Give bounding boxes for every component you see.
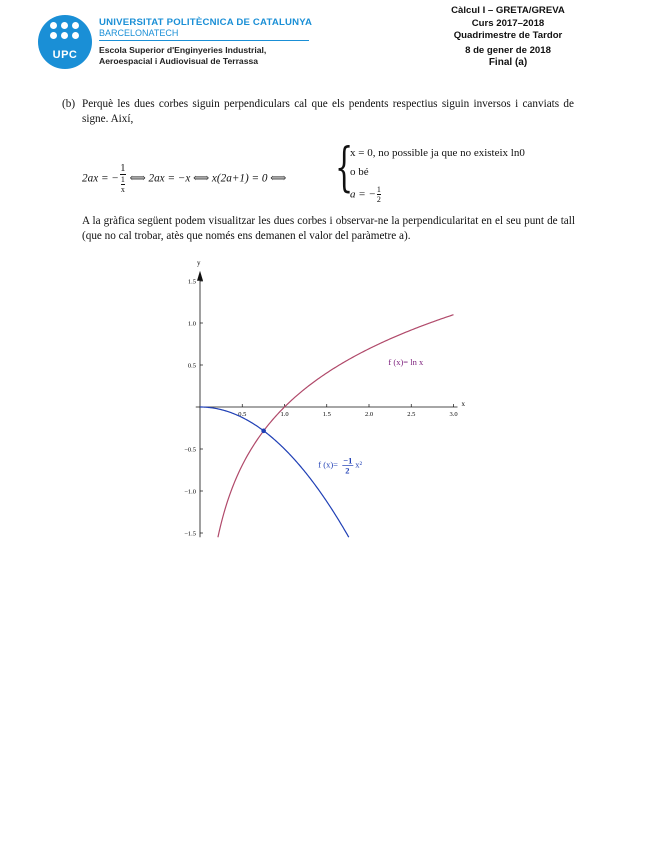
- series-ln-label: f (x)= ln x: [388, 357, 424, 367]
- series-parabola-label: [318, 455, 362, 475]
- y-tick-label: 0.5: [187, 362, 196, 370]
- outro-paragraph: A la gràfica següent podem visualitzar les dues corbes i observar-ne la perpendicularitat en el seu punt de tall (que no cal trobar, atès que només ens demanen el valor del paràmetre a).: [82, 215, 575, 242]
- school-line-2: Aeroespacial i Audiovisual de Terrassa: [99, 55, 259, 66]
- eq-frac-den: [120, 174, 126, 194]
- equation: [82, 138, 602, 204]
- y-tick-label: −1.0: [184, 488, 196, 496]
- logo-dot: [72, 32, 79, 39]
- case-3-num: 1: [376, 185, 381, 194]
- x-axis-label: x: [461, 400, 465, 408]
- logo-dot: [61, 22, 68, 29]
- upc-logo: [38, 15, 92, 69]
- exam-name: Final (a): [488, 57, 528, 68]
- parabola-label-den: 2: [345, 465, 350, 476]
- course-year: Curs 2017–2018: [471, 17, 545, 29]
- logo-dot: [61, 32, 68, 39]
- y-axis-label: y: [197, 258, 201, 267]
- case-1: x = 0, no possible ja que no existeix ln0: [350, 147, 525, 159]
- case-3-den: 2: [376, 195, 381, 204]
- intro-paragraph: [62, 97, 574, 127]
- x-tick-label: 1.5: [322, 411, 331, 418]
- university-subtitle: BARCELONATECH: [99, 28, 179, 38]
- exam-date: 8 de gener de 2018: [465, 44, 551, 56]
- x-tick-label: 2.0: [364, 411, 374, 418]
- university-name: UNIVERSITAT POLITÈCNICA DE CATALUNYA: [99, 17, 313, 28]
- x-tick-label: 0.5: [238, 411, 247, 418]
- eq-frac-num: 1: [120, 163, 126, 174]
- case-3-lhs: a = −: [350, 188, 376, 201]
- eq-inner-den: x: [120, 185, 125, 194]
- logo-dot: [50, 22, 57, 29]
- y-tick-label: −1.5: [184, 530, 196, 538]
- cases-brace: {: [335, 138, 354, 198]
- school-name: [99, 45, 266, 66]
- case-2: o bé: [350, 166, 369, 178]
- eq-inner-fraction: [121, 176, 125, 194]
- header-rule: [99, 40, 309, 41]
- x-tick-label: 1.0: [280, 411, 289, 418]
- y-tick-label: 1.0: [187, 320, 196, 328]
- y-tick-label: 1.5: [187, 278, 196, 286]
- case-3-fraction: [377, 186, 381, 204]
- course-title: Càlcul I – GRETA/GREVA: [451, 5, 565, 16]
- logo-dot: [50, 32, 57, 39]
- function-graph: [158, 255, 478, 545]
- eq-middle: ⟺ 2ax = −x ⟺ x(2a+1) = 0 ⟺: [126, 172, 287, 185]
- parabola-label-suffix: x²: [355, 459, 363, 470]
- equation-lhs: [82, 164, 286, 194]
- y-axis-arrow: [197, 271, 203, 281]
- eq-fraction: [120, 164, 126, 194]
- case-3: [350, 186, 382, 204]
- course-info: [428, 5, 588, 70]
- logo-dot: [72, 22, 79, 29]
- course-term: Quadrimestre de Tardor: [453, 30, 563, 41]
- parabola-label-prefix: f (x)=: [318, 459, 338, 470]
- logo-text: UPC: [52, 49, 78, 61]
- parabola-label-num: −1: [343, 455, 353, 466]
- intro-text: Perquè les dues corbes siguin perpendiculars cal que els pendents respectius siguin inversos i canviats de signe. Així,: [82, 98, 574, 125]
- eq-inner-num: 1: [120, 175, 125, 184]
- x-tick-label: 3.0: [449, 411, 458, 418]
- x-tick-label: 2.5: [407, 411, 416, 418]
- series-ln-curve: [218, 315, 454, 537]
- part-label: (b): [62, 98, 76, 110]
- eq-left: 2ax = −: [82, 172, 119, 185]
- school-line-1: Escola Superior d'Enginyeries Industrial,: [99, 45, 267, 55]
- intersection-point: [261, 429, 266, 434]
- y-tick-label: −0.5: [184, 446, 196, 454]
